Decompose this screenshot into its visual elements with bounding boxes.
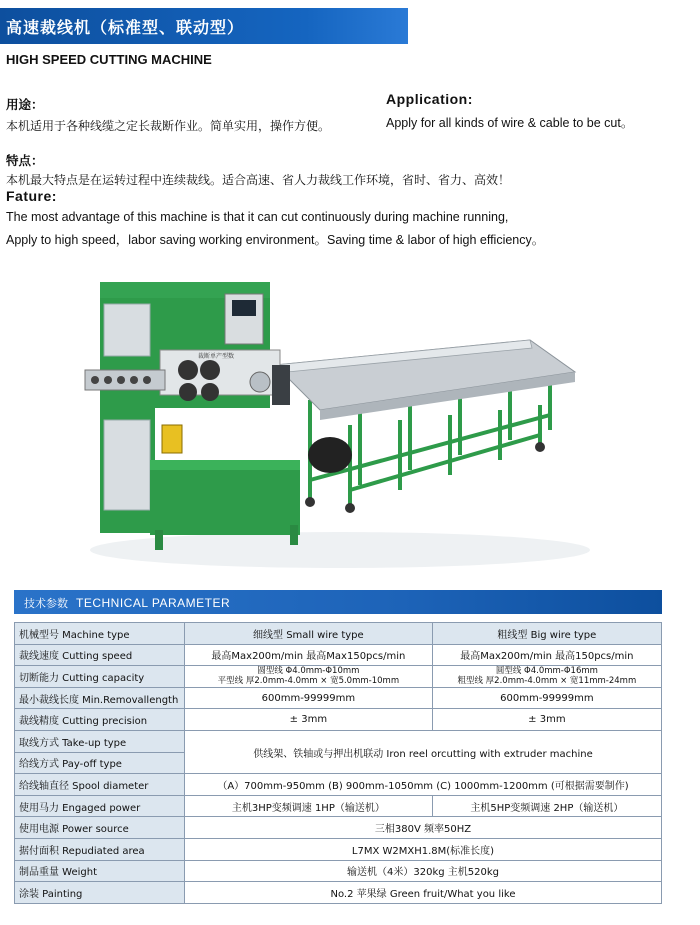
cutting-capacity-big-flat: 粗型线 厚2.0mm-4.0mm × 宽11mm-24mm	[457, 676, 637, 687]
table-row	[15, 774, 662, 796]
table-row	[15, 838, 662, 860]
technical-parameter-table	[14, 622, 662, 904]
application-text-cn: 本机适用于各种线缆之定长裁断作业。简单实用，操作方便。	[6, 119, 331, 133]
feature-text-cn: 本机最大特点是在运转过程中连续裁线。适合高速、省人力裁线工作环境，省时、省力、高效！	[6, 173, 511, 187]
small-wire-type-header: 细线型 Small wire type	[185, 623, 433, 645]
cutting-speed-big: 最高Max200m/min 最高150pcs/min	[432, 644, 661, 666]
table-row	[15, 795, 662, 817]
cutting-capacity-big-round: 圆型线 Φ4.0mm-Φ16mm	[495, 666, 598, 677]
spool-diameter-value: （A）700mm-950mm (B) 900mm-1050mm (C) 1000mm-1200mm (可根据需要制作)	[185, 774, 662, 796]
row-label-repudiated-area: 据付面积 Repudiated area	[15, 838, 185, 860]
feature-heading-cn: 特点：	[6, 153, 44, 168]
row-label-pay-off-type: 给线方式 Pay-off type	[15, 752, 185, 774]
page-title-bar	[0, 8, 408, 44]
row-label-engaged-power: 使用马力 Engaged power	[15, 795, 185, 817]
feature-heading-en: Fature:	[6, 188, 57, 204]
row-label-weight: 制品重量 Weight	[15, 860, 185, 882]
weight-value: 输送机（4米）320kg 主机520kg	[185, 860, 662, 882]
table-row	[15, 860, 662, 882]
application-text-en: Apply for all kinds of wire & cable to be cut。	[386, 116, 634, 130]
cutting-precision-big: ± 3mm	[432, 709, 661, 731]
table-row	[15, 730, 662, 752]
row-label-min-length: 最小裁线长度 Min.Removallength	[15, 687, 185, 709]
table-row	[15, 623, 662, 645]
min-length-big: 600mm-99999mm	[432, 687, 661, 709]
take-up-pay-off-value: 供线架、铁轴或与押出机联动 Iron reel orcutting with extruder machine	[185, 730, 662, 773]
application-heading-en: Application:	[386, 91, 473, 107]
panel-label: 裁断单产型数	[198, 353, 235, 360]
power-source-value: 三相380V 频率50HZ	[185, 817, 662, 839]
cutting-capacity-small-round: 圆型线 Φ4.0mm-Φ10mm	[257, 666, 360, 677]
table-row	[15, 666, 662, 688]
application-heading-cn: 用途：	[6, 97, 44, 112]
painting-value: No.2 苹果绿 Green fruit/What you like	[185, 882, 662, 904]
row-label-power-source: 使用电源 Power source	[15, 817, 185, 839]
technical-parameter-title-cn: 技术参数	[24, 597, 68, 610]
repudiated-area-value: L7MX W2MXH1.8M(标准长度)	[185, 838, 662, 860]
table-row	[15, 709, 662, 731]
technical-parameter-title-en: TECHNICAL PARAMETER	[76, 596, 231, 610]
engaged-power-big: 主机5HP变频调速 2HP（输送机）	[432, 795, 661, 817]
row-label-cutting-speed: 裁线速度 Cutting speed	[15, 644, 185, 666]
row-label-cutting-precision: 裁线精度 Cutting precision	[15, 709, 185, 731]
machine-photo	[80, 270, 590, 570]
page-subtitle: HIGH SPEED CUTTING MACHINE	[6, 52, 212, 67]
engaged-power-small: 主机3HP变频调速 1HP（输送机）	[185, 795, 433, 817]
page-title: 高速裁线机（标准型、联动型）	[6, 18, 245, 37]
row-label-machine-type: 机械型号 Machine type	[15, 623, 185, 645]
feature-text-en-2: Apply to high speed，labor saving working environment。Saving time & labor of high efficiency。	[6, 233, 545, 247]
table-row	[15, 687, 662, 709]
cutting-speed-small: 最高Max200m/min 最高Max150pcs/min	[185, 644, 433, 666]
table-row	[15, 817, 662, 839]
row-label-painting: 涂装 Painting	[15, 882, 185, 904]
row-label-spool-diameter: 给线轴直径 Spool diameter	[15, 774, 185, 796]
cutting-capacity-small-flat: 平型线 厚2.0mm-4.0mm × 宽5.0mm-10mm	[217, 676, 400, 687]
cutting-capacity-big	[432, 666, 661, 688]
row-label-take-up-type: 取线方式 Take-up type	[15, 730, 185, 752]
min-length-small: 600mm-99999mm	[185, 687, 433, 709]
table-row	[15, 882, 662, 904]
big-wire-type-header: 粗线型 Big wire type	[432, 623, 661, 645]
technical-parameter-header	[14, 590, 662, 614]
table-row	[15, 644, 662, 666]
cutting-capacity-small	[185, 666, 433, 688]
feature-text-en-1: The most advantage of this machine is that it can cut continuously during machine running,	[6, 210, 509, 224]
row-label-cutting-capacity: 切断能力 Cutting capacity	[15, 666, 185, 688]
cutting-precision-small: ± 3mm	[185, 709, 433, 731]
